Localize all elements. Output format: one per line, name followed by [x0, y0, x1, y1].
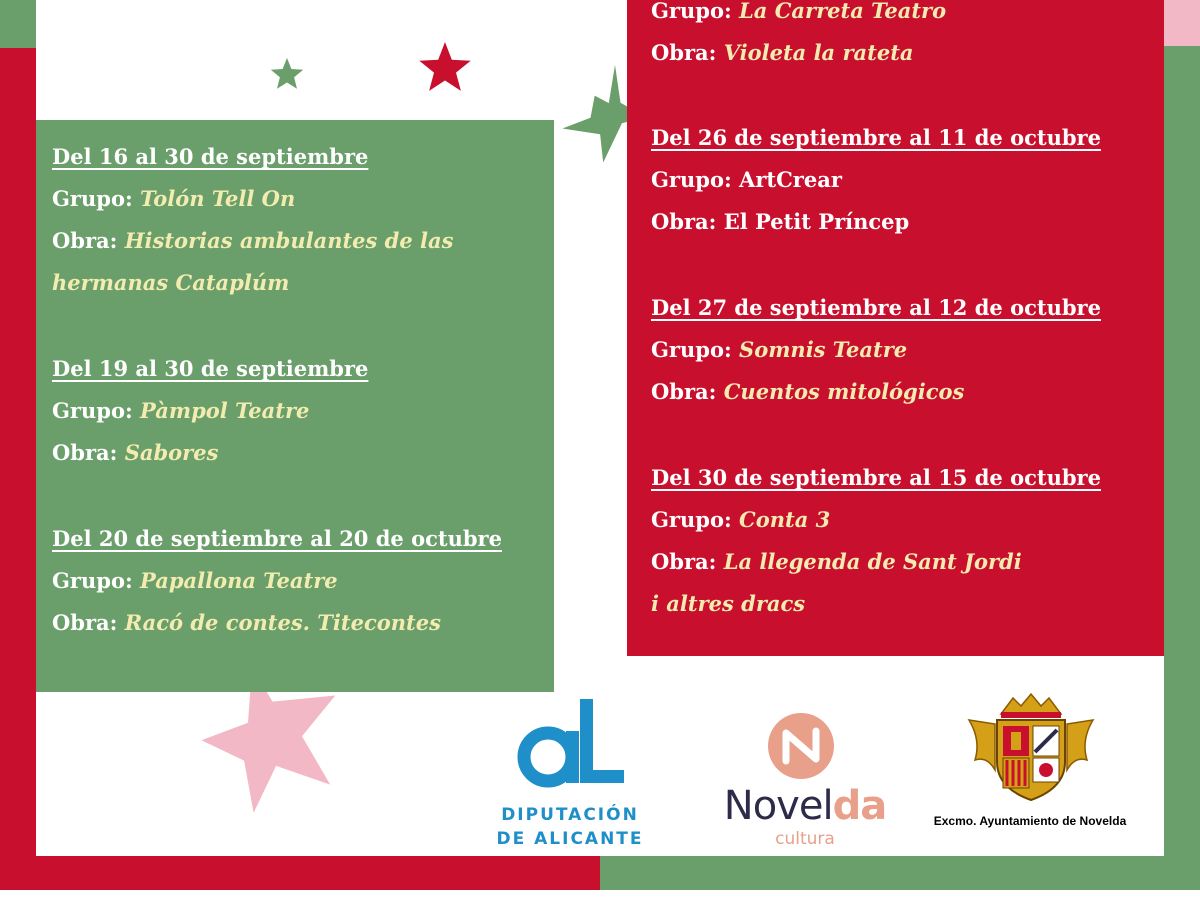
entry-date: Del 20 de septiembre al 20 de octubre	[52, 526, 502, 551]
novelda-cultura-logo	[700, 705, 900, 855]
obra-title: Sabores	[124, 440, 219, 465]
entry-date: Del 16 al 30 de septiembre	[52, 144, 369, 169]
star-icon	[271, 58, 303, 89]
grupo-name: Pàmpol Teatre	[140, 398, 310, 423]
obra-label: Obra:	[52, 228, 118, 253]
obra-title: El Petit Príncep	[723, 209, 910, 234]
novelda-subtitle: cultura	[775, 829, 835, 849]
coat-of-arms-icon	[961, 690, 1101, 805]
obra-title-cont: hermanas Cataplúm	[52, 270, 290, 295]
grupo-name: Conta 3	[739, 507, 831, 532]
schedule-panel-left	[36, 120, 554, 692]
schedule-entry	[651, 287, 1101, 413]
grupo-label: Grupo:	[651, 337, 732, 362]
schedule-entry	[52, 518, 502, 644]
grupo-name: Papallona Teatre	[140, 568, 338, 593]
entry-date: Del 19 al 30 de septiembre	[52, 356, 369, 381]
entry-date: Del 30 de septiembre al 15 de octubre	[651, 465, 1101, 490]
grupo-label: Grupo:	[651, 167, 732, 192]
obra-title: Historias ambulantes de las	[124, 228, 454, 253]
grupo-label: Grupo:	[52, 398, 133, 423]
diputacion-mark-icon	[510, 695, 630, 795]
obra-title: Racó de contes. Titecontes	[124, 610, 441, 635]
diputacion-line2: DE ALICANTE	[496, 829, 644, 849]
grupo-name: Somnis Teatre	[739, 337, 908, 362]
entry-date: Del 26 de septiembre al 11 de octubre	[651, 125, 1101, 150]
obra-label: Obra:	[651, 40, 717, 65]
obra-label: Obra:	[52, 440, 118, 465]
grupo-label: Grupo:	[651, 0, 732, 23]
grupo-name: Tolón Tell On	[140, 186, 296, 211]
obra-label: Obra:	[651, 549, 717, 574]
grupo-label: Grupo:	[52, 568, 133, 593]
schedule-entry	[52, 136, 453, 304]
entry-date: Del 27 de septiembre al 12 de octubre	[651, 295, 1101, 320]
diputacion-alicante-logo	[490, 695, 650, 855]
schedule-entry	[52, 348, 368, 474]
schedule-entry-top	[651, 0, 946, 74]
ayuntamiento-novelda-logo	[925, 690, 1135, 840]
obra-label: Obra:	[52, 610, 118, 635]
obra-title: La llegenda de Sant Jordi	[723, 549, 1022, 574]
ayuntamiento-caption: Excmo. Ayuntamiento de Novelda	[933, 814, 1127, 828]
schedule-panel-right	[627, 0, 1164, 656]
schedule-entry	[651, 117, 1101, 243]
novelda-mark-icon	[766, 711, 836, 781]
obra-label: Obra:	[651, 209, 717, 234]
grupo-label: Grupo:	[651, 507, 732, 532]
obra-title: Violeta la rateta	[723, 40, 914, 65]
obra-label: Obra:	[651, 379, 717, 404]
grupo-label: Grupo:	[52, 186, 133, 211]
schedule-entry	[651, 457, 1101, 625]
obra-title: Cuentos mitológicos	[723, 379, 965, 404]
obra-title-cont: i altres dracs	[651, 591, 806, 616]
diputacion-line1: DIPUTACIÓN	[501, 805, 639, 825]
grupo-name: La Carreta Teatro	[739, 0, 947, 23]
grupo-name: ArtCrear	[739, 167, 842, 192]
star-icon	[419, 42, 470, 91]
novelda-wordmark: Novelda	[723, 783, 887, 829]
